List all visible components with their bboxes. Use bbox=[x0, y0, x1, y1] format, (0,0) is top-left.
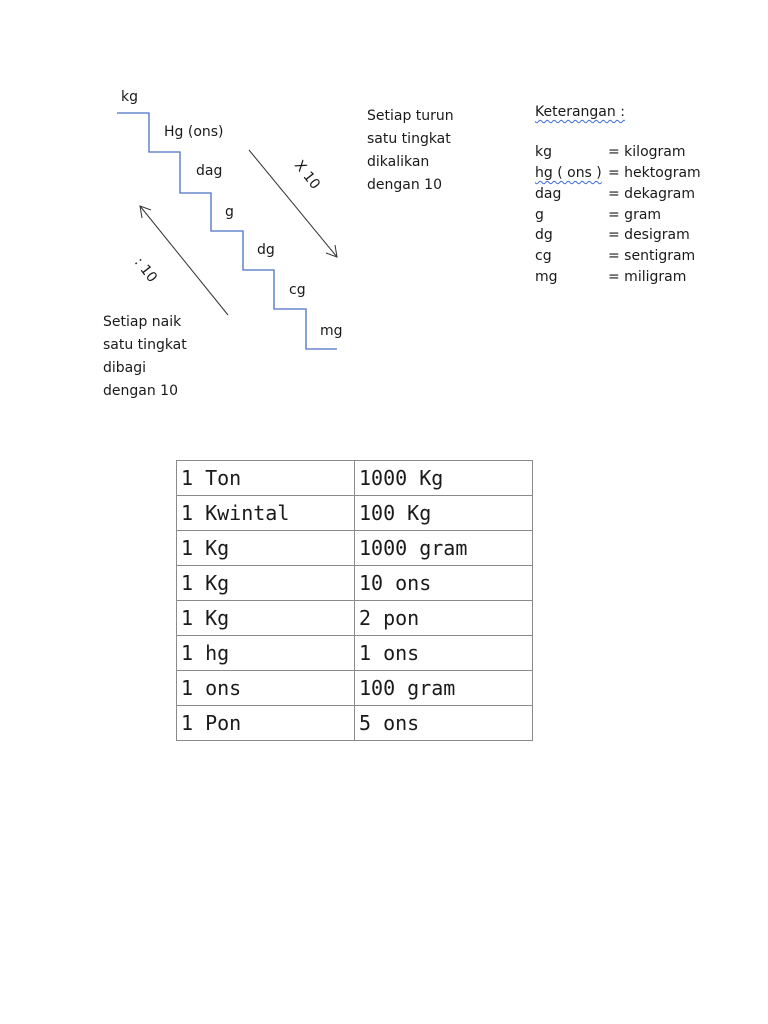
step-label-dag: dag bbox=[196, 163, 223, 179]
table-row bbox=[177, 671, 533, 706]
table-cell: 1 ons bbox=[177, 671, 355, 706]
step-label-hg: Hg (ons) bbox=[164, 124, 224, 140]
step-label-g: g bbox=[225, 204, 234, 220]
table-row bbox=[177, 566, 533, 601]
legend-unit: dg bbox=[535, 227, 553, 243]
legend-meaning: = hektogram bbox=[608, 165, 701, 181]
up-note-line: Setiap naik bbox=[103, 314, 182, 330]
up-note-line: dengan 10 bbox=[103, 383, 178, 399]
step-label-cg: cg bbox=[289, 282, 306, 298]
table-cell: 1 Kwintal bbox=[177, 496, 355, 531]
table-cell: 10 ons bbox=[355, 566, 533, 601]
legend-meaning: = gram bbox=[608, 207, 662, 223]
step-label-kg: kg bbox=[121, 89, 138, 105]
table-cell: 5 ons bbox=[355, 706, 533, 741]
legend-unit: kg bbox=[535, 144, 552, 160]
down-note-line: Setiap turun bbox=[367, 108, 454, 124]
table-cell: 1 Kg bbox=[177, 601, 355, 636]
legend-meaning: = desigram bbox=[608, 227, 690, 243]
legend-meaning: = dekagram bbox=[608, 186, 695, 202]
table-row bbox=[177, 601, 533, 636]
legend-unit: hg ( ons ) bbox=[535, 165, 602, 181]
table-cell: 1 Ton bbox=[177, 461, 355, 496]
legend-meaning: = miligram bbox=[608, 269, 687, 285]
up-note-line: satu tingkat bbox=[103, 337, 187, 353]
down-note-line: dikalikan bbox=[367, 154, 430, 170]
table-cell: 100 Kg bbox=[355, 496, 533, 531]
legend-unit: dag bbox=[535, 186, 562, 202]
down-note-line: dengan 10 bbox=[367, 177, 442, 193]
table-row bbox=[177, 461, 533, 496]
table-cell: 1000 gram bbox=[355, 531, 533, 566]
legend-unit: mg bbox=[535, 269, 558, 285]
legend-title: Keterangan : bbox=[535, 104, 625, 120]
table-row bbox=[177, 636, 533, 671]
legend-unit: g bbox=[535, 207, 544, 223]
up-note-line: dibagi bbox=[103, 360, 147, 376]
table-cell: 1000 Kg bbox=[355, 461, 533, 496]
up-note bbox=[103, 311, 187, 403]
table-cell: 1 Kg bbox=[177, 531, 355, 566]
table-cell: 2 pon bbox=[355, 601, 533, 636]
up-arrow bbox=[140, 206, 228, 315]
table-cell: 1 Kg bbox=[177, 566, 355, 601]
legend-meaning: = sentigram bbox=[608, 248, 696, 264]
legend-meaning: = kilogram bbox=[608, 144, 686, 160]
down-note bbox=[367, 105, 454, 197]
table-cell: 1 hg bbox=[177, 636, 355, 671]
step-label-dg: dg bbox=[257, 242, 275, 258]
down-arrow-label: X 10 bbox=[290, 157, 324, 193]
down-note-line: satu tingkat bbox=[367, 131, 451, 147]
table-cell: 1 Pon bbox=[177, 706, 355, 741]
table-row bbox=[177, 496, 533, 531]
table-row bbox=[177, 531, 533, 566]
up-arrow-label: : 10 bbox=[130, 254, 161, 286]
conversion-table bbox=[176, 460, 533, 741]
step-label-mg: mg bbox=[320, 323, 343, 339]
table-cell: 1 ons bbox=[355, 636, 533, 671]
table-cell: 100 gram bbox=[355, 671, 533, 706]
table-row bbox=[177, 706, 533, 741]
legend-unit: cg bbox=[535, 248, 552, 264]
